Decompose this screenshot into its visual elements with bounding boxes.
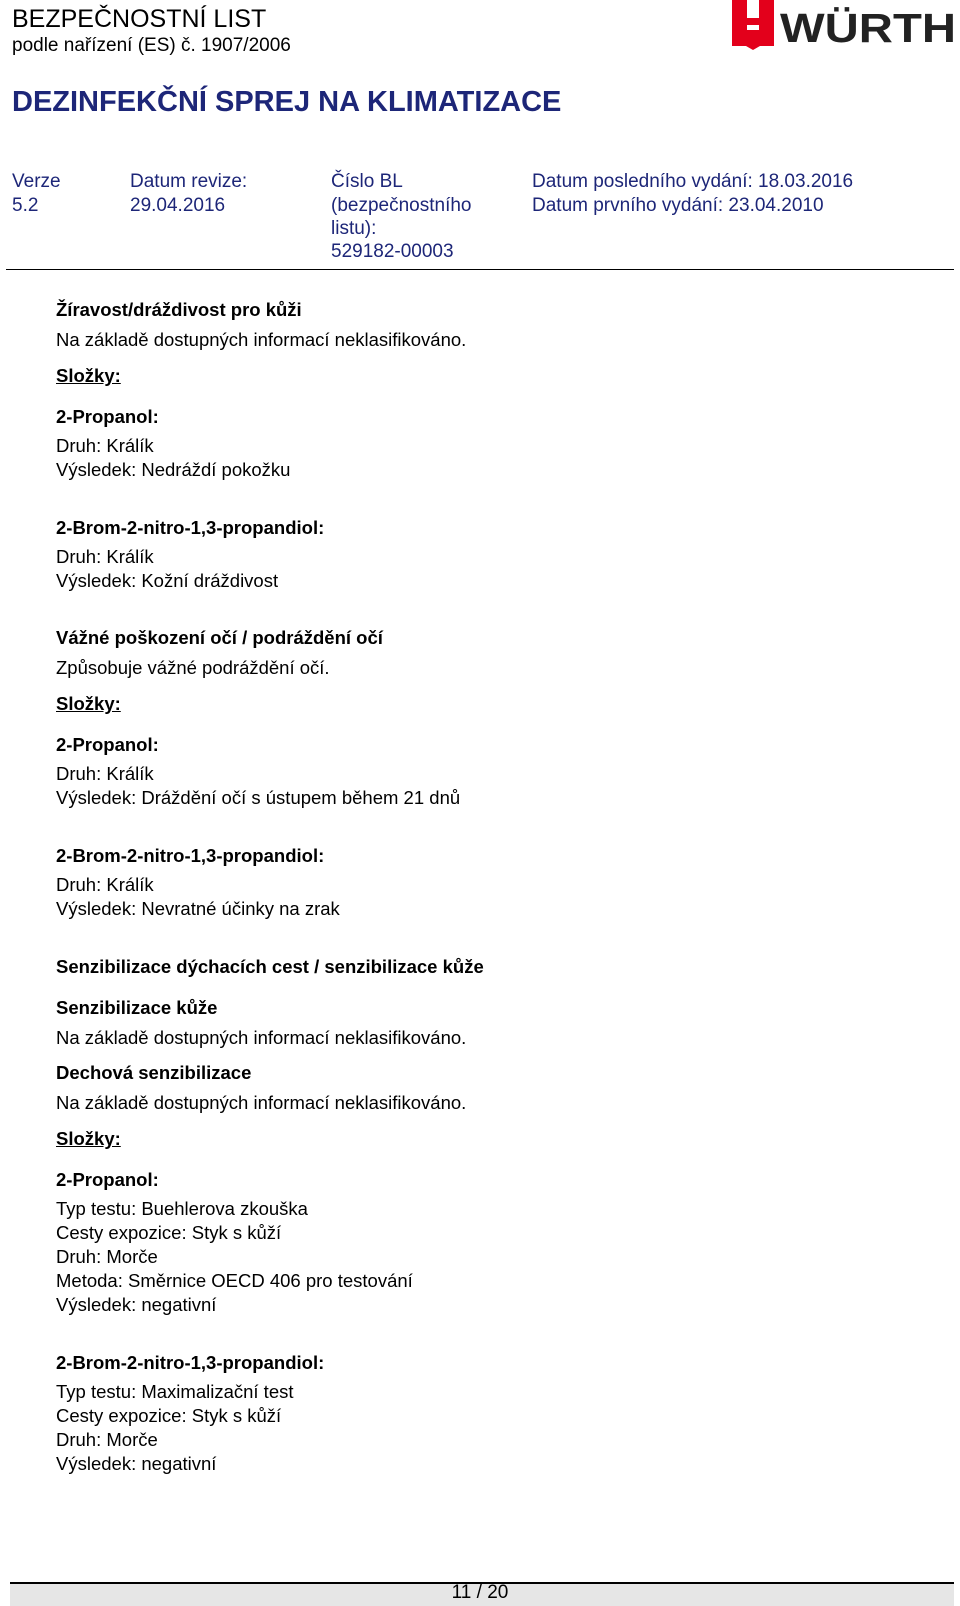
components-label: Složky: [56, 365, 121, 386]
component-detail: Cesty expozice: Styk s kůží [56, 1405, 282, 1426]
first-issue-date: Datum prvního vydání: 23.04.2010 [532, 195, 824, 216]
version-value: 5.2 [12, 195, 39, 216]
component-detail: Výsledek: negativní [56, 1294, 217, 1315]
component-detail: Cesty expozice: Styk s kůží [56, 1222, 282, 1243]
component-detail: Druh: Morče [56, 1429, 158, 1450]
revision-date-label: Datum revize: [130, 171, 248, 192]
product-name: DEZINFEKČNÍ SPREJ NA KLIMATIZACE [12, 86, 562, 118]
sds-number-label: Číslo BL [331, 171, 403, 192]
component-detail: Metoda: Směrnice OECD 406 pro testování [56, 1270, 413, 1291]
section-skin-corrosion [56, 298, 936, 593]
subsection-heading: Dechová senzibilizace [56, 1062, 252, 1083]
component-name: 2-Propanol: [56, 1169, 159, 1190]
component-name: 2-Propanol: [56, 406, 159, 427]
components-label: Složky: [56, 693, 121, 714]
component-name: 2-Brom-2-nitro-1,3-propandiol: [56, 517, 325, 538]
brand-name: WÜRTH [780, 5, 956, 51]
component-detail: Výsledek: Dráždění očí s ústupem během 21 dnů [56, 787, 461, 808]
header-divider [6, 269, 954, 270]
section-eye-damage [56, 626, 936, 921]
section-text: Na základě dostupných informací neklasifikováno. [56, 329, 467, 350]
component-detail: Typ testu: Buehlerova zkouška [56, 1198, 308, 1219]
sds-number-value: 529182-00003 [331, 241, 454, 262]
section-text: Na základě dostupných informací neklasifikováno. [56, 1092, 467, 1113]
section-heading: Žíravost/dráždivost pro kůži [56, 299, 302, 320]
wurth-logo-mark [732, 0, 774, 50]
section-sensitization [56, 955, 936, 1476]
components-label: Složky: [56, 1128, 121, 1149]
component-detail: Druh: Králík [56, 763, 154, 784]
component-detail: Typ testu: Maximalizační test [56, 1381, 294, 1402]
component-detail: Druh: Králík [56, 435, 154, 456]
last-issue-date: Datum posledního vydání: 18.03.2016 [532, 171, 854, 192]
component-detail: Výsledek: negativní [56, 1453, 217, 1474]
subsection-heading: Senzibilizace kůže [56, 997, 218, 1018]
component-detail: Výsledek: Kožní dráždivost [56, 570, 279, 591]
version-label: Verze [12, 171, 61, 192]
section-heading: Vážné poškození očí / podráždění očí [56, 627, 383, 648]
document-title: BEZPEČNOSTNÍ LIST [12, 5, 267, 33]
sds-number-label-2: (bezpečnostního [331, 195, 472, 216]
component-name: 2-Brom-2-nitro-1,3-propandiol: [56, 1352, 325, 1373]
section-heading: Senzibilizace dýchacích cest / senzibilizace kůže [56, 956, 484, 977]
wurth-logo [732, 0, 958, 56]
component-detail: Výsledek: Nedráždí pokožku [56, 459, 291, 480]
component-detail: Druh: Morče [56, 1246, 158, 1267]
revision-date-value: 29.04.2016 [130, 195, 226, 216]
section-text: Způsobuje vážné podráždění očí. [56, 657, 330, 678]
sds-number-label-3: listu): [331, 218, 377, 239]
component-name: 2-Brom-2-nitro-1,3-propandiol: [56, 845, 325, 866]
section-text: Na základě dostupných informací neklasifikováno. [56, 1027, 467, 1048]
component-detail: Výsledek: Nevratné účinky na zrak [56, 898, 340, 919]
component-detail: Druh: Králík [56, 874, 154, 895]
component-detail: Druh: Králík [56, 546, 154, 567]
component-name: 2-Propanol: [56, 734, 159, 755]
document-body [56, 298, 936, 1476]
page-number: 11 / 20 [451, 1582, 509, 1603]
regulation-reference: podle nařízení (ES) č. 1907/2006 [12, 35, 291, 56]
